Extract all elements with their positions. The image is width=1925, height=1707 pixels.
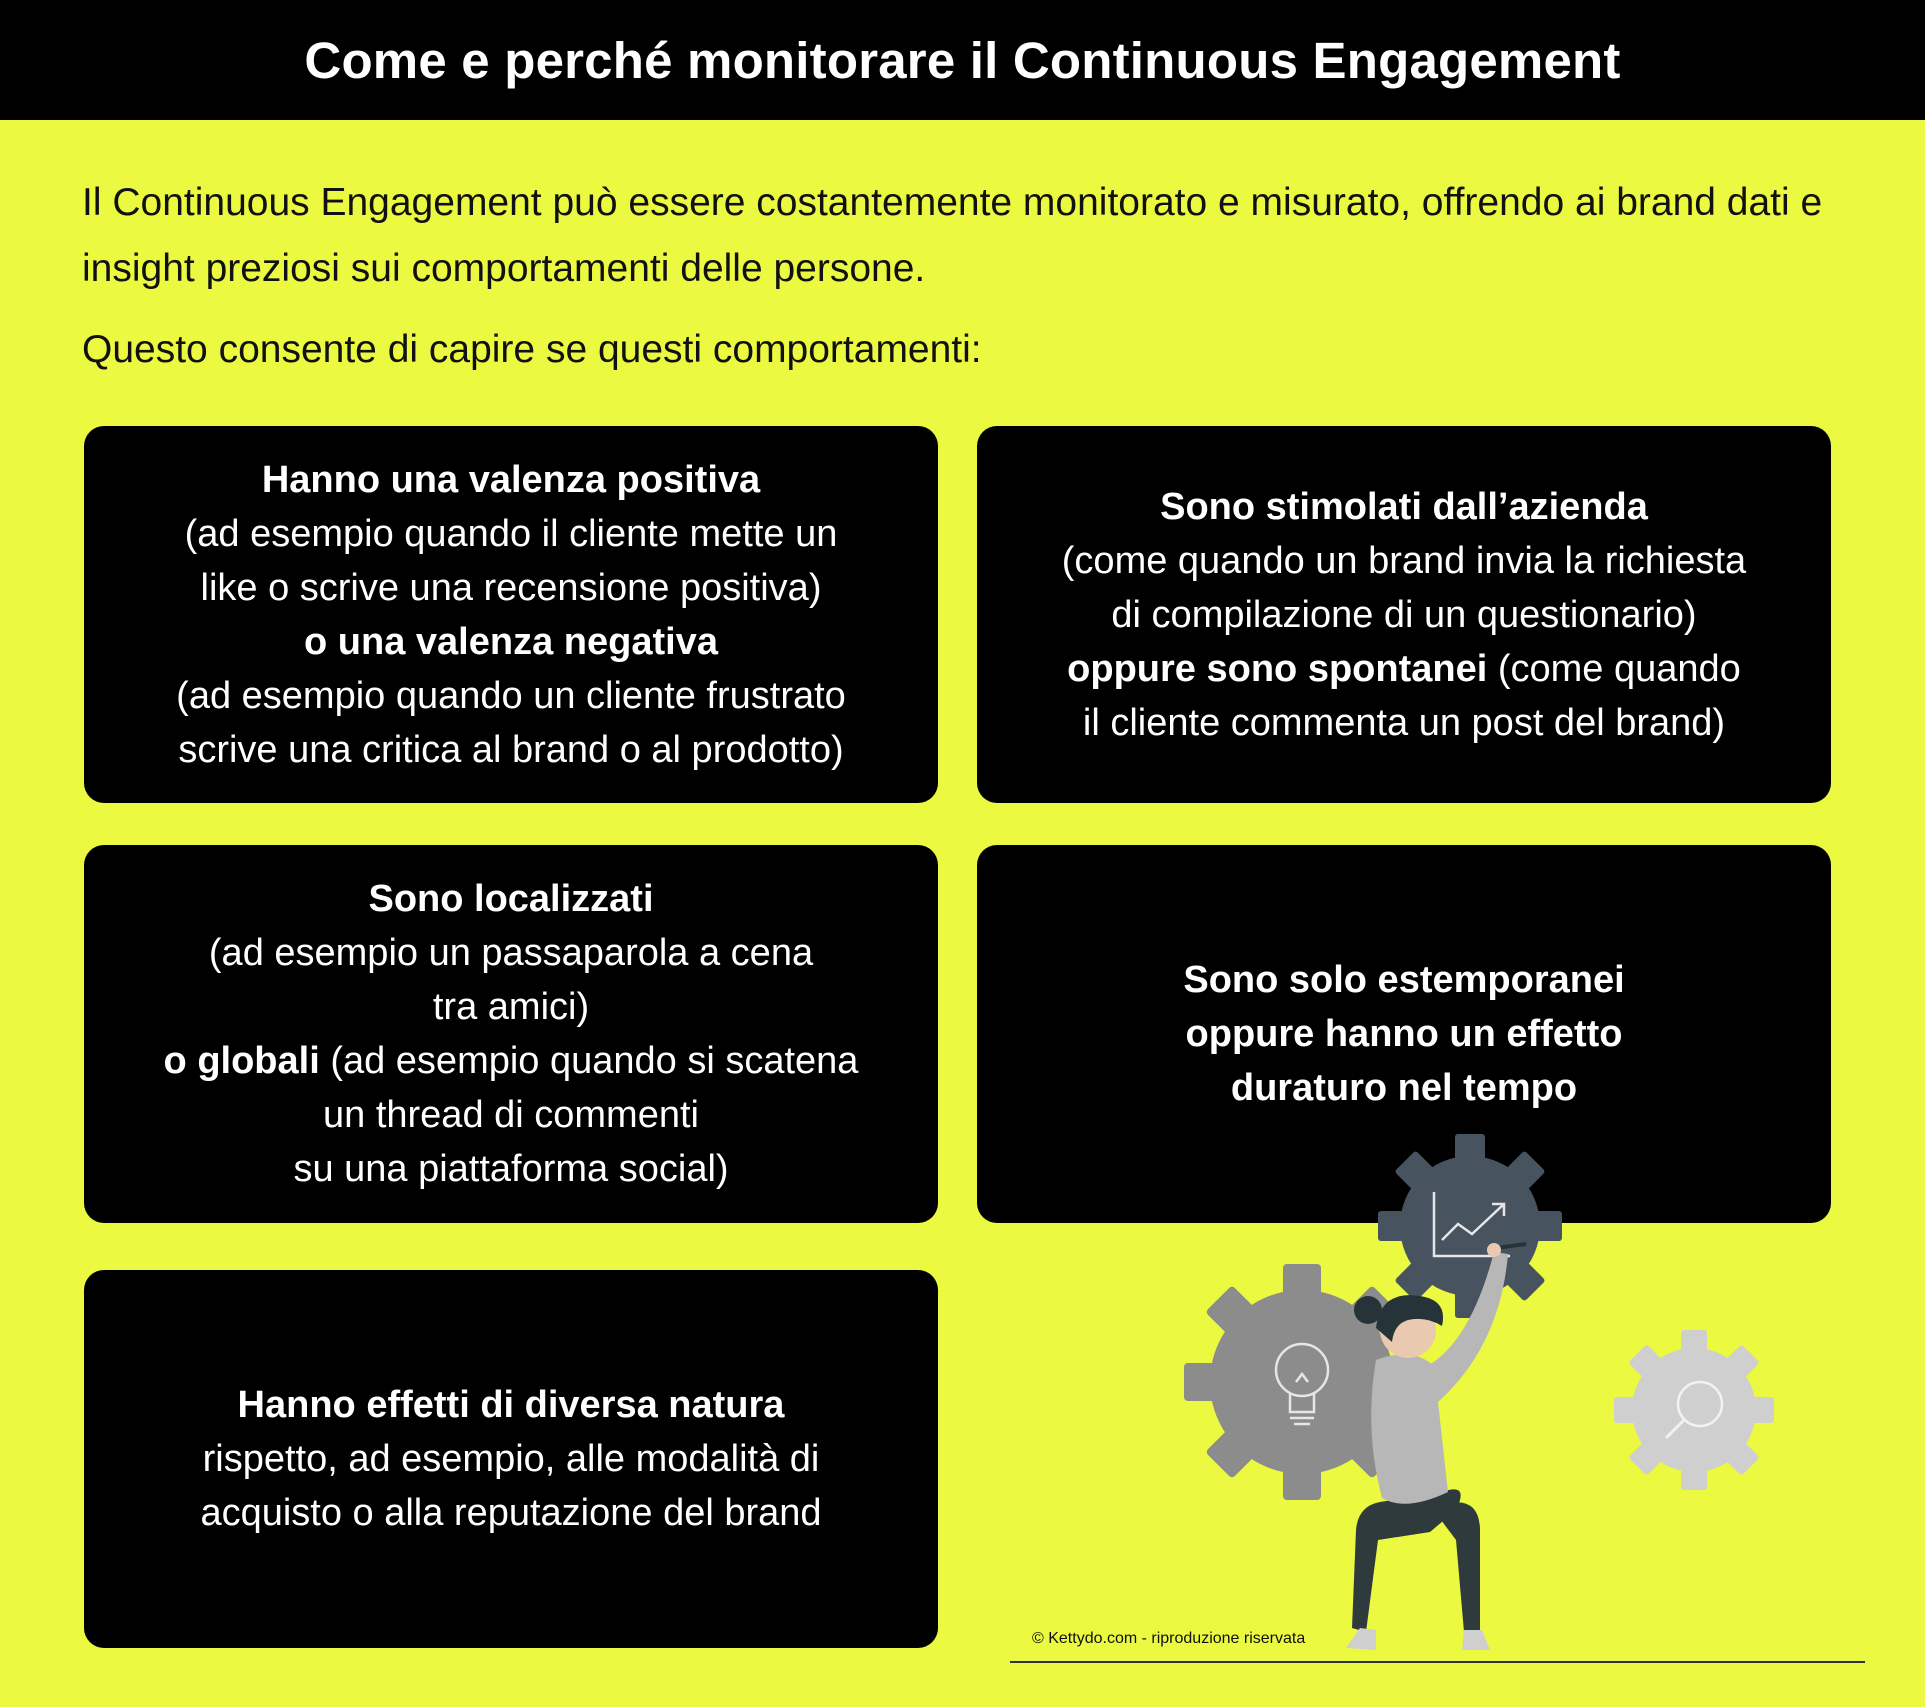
card-text: su una piattaforma social) (293, 1148, 729, 1190)
person-figure (1346, 1243, 1526, 1650)
card-text: (come quando un brand invia la richiesta (1061, 539, 1747, 582)
card-heading: o globali (163, 1040, 320, 1082)
card-text: (ad esempio quando il cliente mette un (184, 512, 838, 555)
gear-chart-icon (1378, 1134, 1562, 1318)
card-text: (ad esempio quando un cliente frustrato (176, 674, 846, 717)
card-heading: duraturo nel tempo (1230, 1067, 1578, 1109)
card-text: un thread di commenti (323, 1094, 699, 1136)
footer-divider (1010, 1661, 1865, 1663)
card-text: tra amici) (432, 986, 590, 1028)
card-localizzati (84, 845, 938, 1223)
card-text: like o scrive una recensione positiva) (200, 566, 822, 609)
card-text: scrive una critica al brand o al prodotto) (178, 728, 844, 771)
card-text: il cliente commenta un post del brand) (1082, 701, 1726, 744)
card-heading: oppure sono spontanei (1067, 647, 1488, 690)
card-valenza (84, 426, 938, 803)
card-heading: Hanno effetti di diversa natura (237, 1384, 785, 1426)
card-text: rispetto, ad esempio, alle modalità di (202, 1438, 820, 1480)
card-heading: oppure hanno un effetto (1185, 1013, 1623, 1055)
card-heading: Hanno una valenza positiva (261, 458, 761, 501)
header-bar (0, 0, 1925, 120)
gears-illustration (1180, 1120, 1790, 1670)
copyright-text: © Kettydo.com - riproduzione riservata (1032, 1630, 1306, 1647)
card-text: acquisto o alla reputazione del brand (200, 1492, 822, 1534)
card-effetti (84, 1270, 938, 1648)
card-text: (ad esempio quando si scatena (319, 1040, 859, 1082)
card-heading: Sono stimolati dall’azienda (1160, 485, 1648, 528)
card-stimolati (977, 426, 1831, 803)
intro-paragraph: Il Continuous Engagement può essere costantemente monitorato e misurato, offrendo ai brand dati e insight preziosi sui comportamenti delle persone. (82, 181, 1823, 290)
card-heading: Sono solo estemporanei (1183, 959, 1625, 1001)
gear-magnifier-icon (1614, 1330, 1774, 1490)
card-text: di compilazione di un questionario) (1111, 593, 1697, 636)
intro-lead: Questo consente di capire se questi comportamenti: (82, 328, 982, 371)
card-heading: o una valenza negativa (304, 620, 718, 663)
page-title: Come e perché monitorare il Continuous Engagement (304, 31, 1621, 89)
card-text: (come quando (1487, 647, 1741, 690)
card-text: (ad esempio un passaparola a cena (208, 932, 814, 974)
card-heading: Sono localizzati (368, 878, 654, 920)
